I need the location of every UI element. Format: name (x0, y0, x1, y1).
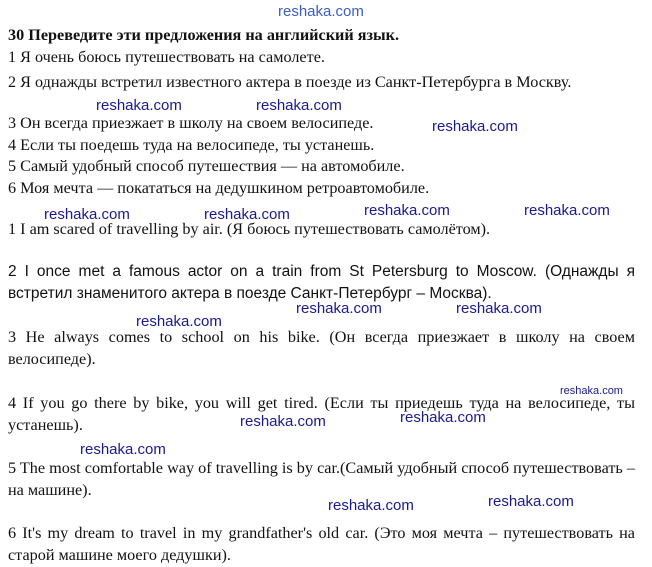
watermark: reshaka.com (80, 441, 166, 458)
watermark: reshaka.com (400, 409, 486, 426)
answer-2: 2 I once met a famous actor on a train from St Petersburg to Moscow. (Однажды я встретил знаменитого актера в поезде Санкт-Петербург – Москва). (8, 263, 635, 302)
answer-4: 4 If you go there by bike, you will get tired. (Если ты приедешь туда на велосипеде, ты устанешь). (8, 394, 635, 434)
watermark: reshaka.com (296, 300, 382, 317)
answer-1: 1 I am scared of travelling by air. (Я боюсь путешествовать самолётом). (8, 220, 491, 238)
watermark: reshaka.com (44, 206, 130, 223)
watermark: reshaka.com (136, 313, 222, 330)
watermark: reshaka.com (432, 118, 518, 135)
watermark: reshaka.com (328, 497, 414, 514)
watermark: reshaka.com (456, 300, 542, 317)
watermark: reshaka.com (364, 202, 450, 219)
task-sentence-5: 5 Самый удобный способ путешествия — на автомобиле. (8, 157, 405, 175)
answer-6: 6 It's my dream to travel in my grandfather's old car. (Это моя мечта – путешествовать на старой машине моего дедушки). (8, 524, 635, 564)
task-sentence-1: 1 Я очень боюсь путешествовать на самолете. (8, 48, 325, 66)
watermark: reshaka.com (256, 97, 342, 114)
task-sentence-4: 4 Если ты поедешь туда на велосипеде, ты устанешь. (8, 136, 375, 154)
watermark: reshaka.com (278, 3, 364, 20)
watermark: reshaka.com (96, 97, 182, 114)
watermark: reshaka.com (204, 206, 290, 223)
task-sentence-3: 3 Он всегда приезжает в школу на своем велосипеде. (8, 114, 374, 132)
answer-5: 5 The most comfortable way of travelling is by car.(Самый удобный способ путешествовать – на машине). (8, 459, 635, 499)
watermark: reshaka.com (240, 413, 326, 430)
answer-3: 3 He always comes to school on his bike. (Он всегда приезжает в школу на своем велосипеде). (8, 328, 635, 368)
task-title: 30 Переведите эти предложения на английский язык. (8, 26, 399, 44)
watermark: reshaka.com (488, 493, 574, 510)
watermark: reshaka.com (524, 202, 610, 219)
watermark: reshaka.com (560, 385, 623, 397)
task-sentence-2: 2 Я однажды встретил известного актера в поезде из Санкт-Петербурга в Москву. (8, 73, 572, 91)
task-sentence-6: 6 Моя мечта — покататься на дедушкином ретроавтомобиле. (8, 179, 430, 197)
